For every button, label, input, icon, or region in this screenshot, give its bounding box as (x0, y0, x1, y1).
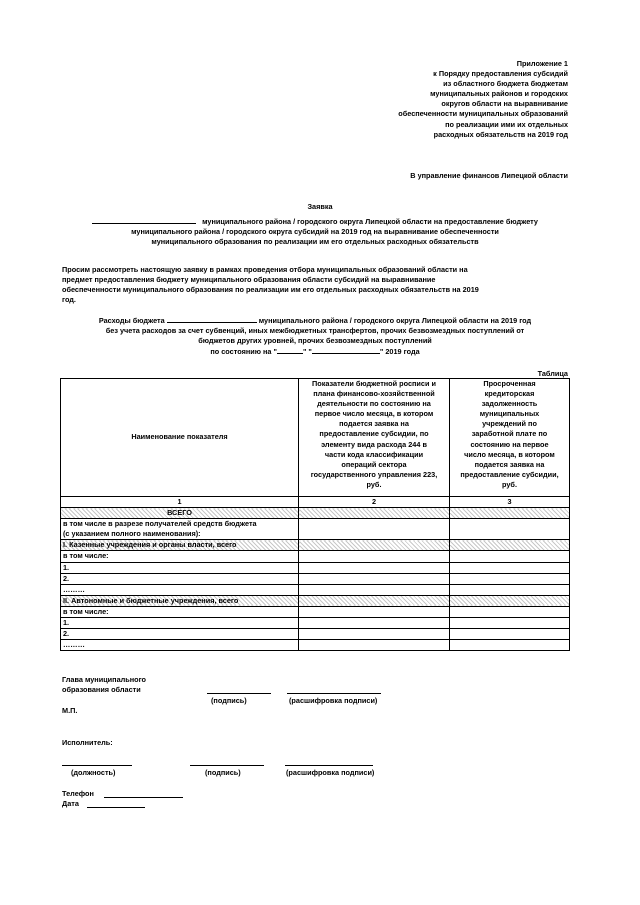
budget-text: по состоянию на " (210, 347, 277, 357)
appendix-line: обеспеченности муниципальных образований (398, 109, 568, 119)
col2-header-line: подается заявка на (339, 419, 409, 429)
table-row (61, 551, 570, 562)
row-label: 1. (61, 618, 299, 629)
municipality-blank (92, 216, 196, 224)
request-line: предмет предоставления бюджету муниципального образования области субсидий на выравнивание (62, 275, 436, 285)
table-row (61, 618, 570, 629)
table-row (61, 519, 570, 540)
table-cell[interactable] (450, 540, 570, 551)
document-title: Заявка (307, 202, 333, 211)
table-cell[interactable] (450, 519, 570, 540)
table-cell[interactable] (450, 562, 570, 573)
col3-header-line: состоянию на первое (470, 439, 549, 449)
table-row-total (61, 508, 570, 519)
table-row (61, 640, 570, 651)
executor-label: Исполнитель: (62, 738, 113, 747)
executor-position-line[interactable] (62, 765, 132, 766)
col3-header-line: подается заявка на (474, 459, 545, 469)
appendix-line: расходных обязательств на 2019 год (433, 129, 568, 139)
col2-header-line: руб. (366, 479, 382, 489)
appendix-line: Приложение 1 (516, 59, 568, 68)
title-description (62, 216, 568, 247)
col2-header-line: Показатели бюджетной росписи и (312, 379, 436, 388)
table-row-section (61, 595, 570, 606)
col3-header-line: руб. (502, 479, 517, 489)
row-label-line: (с указанием полного наименования): (63, 529, 201, 539)
appendix-line: к Порядку предоставления субсидий (433, 69, 568, 79)
table-cell[interactable] (299, 508, 450, 519)
date-label: Дата (62, 799, 79, 808)
stamp-label: М.П. (62, 706, 78, 715)
table-cell[interactable] (299, 551, 450, 562)
date-field[interactable] (87, 807, 145, 808)
recipient: В управление финансов Липецкой области (410, 171, 568, 180)
sign-label: (подпись) (205, 768, 241, 777)
row-label (61, 519, 299, 540)
row-label: в том числе: (61, 606, 299, 617)
request-line: Просим рассмотреть настоящую заявку в рамках проведения отбора муниципальных образований области на (62, 265, 468, 274)
section1-label: I. Казенные учреждения и органы власти, всего (61, 540, 299, 551)
row-label: в том числе: (61, 551, 299, 562)
table-cell[interactable] (299, 573, 450, 584)
table-cell[interactable] (299, 618, 450, 629)
col2-header (299, 379, 450, 497)
appendix-line: из областного бюджета бюджетам (443, 79, 568, 89)
col2-header-line: первое число месяца, в котором (314, 409, 434, 419)
col3-header-line: Просроченная (483, 379, 536, 388)
table-cell[interactable] (450, 551, 570, 562)
table-caption: Таблица (537, 369, 568, 378)
col2-header-line: части кода классификации (324, 449, 424, 459)
table-row (61, 584, 570, 595)
head-title-line: образования области (62, 685, 141, 695)
title-desc-line: муниципального района / городского округа субсидий на 2019 год на выравнивание обеспеченности (131, 227, 499, 237)
col2-header-line: деятельности по состоянию на (317, 399, 431, 409)
table-cell[interactable] (299, 595, 450, 606)
table-row (61, 573, 570, 584)
request-paragraph (62, 265, 568, 305)
head-title (62, 675, 146, 695)
table-cell[interactable] (450, 629, 570, 640)
appendix-block (368, 59, 568, 140)
column-number-row (61, 497, 570, 508)
budget-paragraph (62, 315, 568, 357)
col3-header-line: задолженность (481, 399, 538, 409)
decode-label: (расшифровка подписи) (286, 768, 375, 777)
table-row (61, 606, 570, 617)
col-number: 1 (61, 497, 299, 508)
table-cell[interactable] (299, 519, 450, 540)
col3-header-line: заработной плате по (471, 429, 548, 439)
col-number: 2 (299, 497, 450, 508)
head-decode-line[interactable] (287, 693, 381, 694)
table-row (61, 562, 570, 573)
col2-header-line: элементу вида расхода 244 в (321, 439, 427, 449)
table-cell[interactable] (299, 606, 450, 617)
table-cell[interactable] (450, 618, 570, 629)
row-label-line: в том числе в разрезе получателей средств бюджета (63, 519, 257, 529)
day-blank (277, 346, 303, 354)
executor-sign-line[interactable] (190, 765, 264, 766)
col3-header-line: предоставление субсидии, (460, 469, 559, 479)
col3-header-line: кредиторская (484, 389, 535, 399)
budget-blank (167, 315, 257, 323)
table-cell[interactable] (450, 606, 570, 617)
col2-header-line: операций сектора (341, 459, 407, 469)
data-table (60, 378, 570, 651)
table-cell[interactable] (450, 595, 570, 606)
section2-label: II. Автономные и бюджетные учреждения, всего (61, 595, 299, 606)
table-cell[interactable] (450, 508, 570, 519)
executor-decode-line[interactable] (285, 765, 373, 766)
sign-label: (подпись) (211, 696, 247, 705)
table-row-section (61, 540, 570, 551)
table-cell[interactable] (450, 584, 570, 595)
col3-header-line: учреждений по (482, 419, 537, 429)
decode-label: (расшифровка подписи) (289, 696, 378, 705)
phone-field[interactable] (104, 797, 183, 798)
head-title-line: Глава муниципального (62, 675, 147, 684)
appendix-line: по реализации ими их отдельных (445, 119, 568, 129)
table-cell[interactable] (299, 629, 450, 640)
budget-text: " " (302, 347, 312, 357)
row-label: ……… (61, 640, 299, 651)
appendix-line: округов области на выравнивание (441, 99, 568, 109)
col2-header-line: государственного управления 223, (310, 469, 438, 479)
table-row (61, 629, 570, 640)
total-label: ВСЕГО (61, 508, 299, 519)
phone-label: Телефон (62, 789, 94, 798)
budget-text: муниципального района / городского округа Липецкой области на 2019 год (258, 316, 532, 325)
col2-header-line: предоставление субсидии, по (319, 429, 429, 439)
row-label: 2. (61, 629, 299, 640)
title-desc-line: муниципального района / городского округа Липецкой области на предоставление бюджету (202, 217, 538, 226)
col1-header: Наименование показателя (61, 379, 299, 497)
request-line: обеспеченности муниципального образования по реализации им его отдельных расходных обязательств на 2019 (62, 285, 479, 295)
request-line: год. (62, 295, 76, 305)
month-blank (312, 346, 380, 354)
col3-header (450, 379, 570, 497)
col2-header-line: плана финансово-хозяйственной (313, 389, 435, 399)
table-cell[interactable] (450, 573, 570, 584)
col3-header-line: число месяца, в котором (464, 449, 555, 459)
budget-text: " 2019 года (379, 347, 420, 357)
col3-header-line: муниципальных (479, 409, 540, 419)
col-number: 3 (450, 497, 570, 508)
head-sign-line[interactable] (207, 693, 271, 694)
budget-line: без учета расходов за счет субвенций, иных межбюджетных трансфертов, прочих безвозмездных поступлений от (105, 326, 525, 336)
table-cell[interactable] (299, 640, 450, 651)
budget-text: Расходы бюджета (98, 316, 165, 325)
table-cell[interactable] (299, 584, 450, 595)
table-header-row (61, 379, 570, 497)
title-desc-line: муниципального образования по реализации им его отдельных расходных обязательств (151, 237, 479, 247)
position-label: (должность) (71, 768, 116, 777)
row-label: ……… (61, 584, 299, 595)
table-cell[interactable] (450, 640, 570, 651)
row-label: 2. (61, 573, 299, 584)
table-cell[interactable] (299, 540, 450, 551)
row-label: 1. (61, 562, 299, 573)
table-cell[interactable] (299, 562, 450, 573)
appendix-line: муниципальных районов и городских (430, 89, 568, 99)
budget-line: бюджетов других уровней, прочих безвозмездных поступлений (198, 336, 432, 346)
